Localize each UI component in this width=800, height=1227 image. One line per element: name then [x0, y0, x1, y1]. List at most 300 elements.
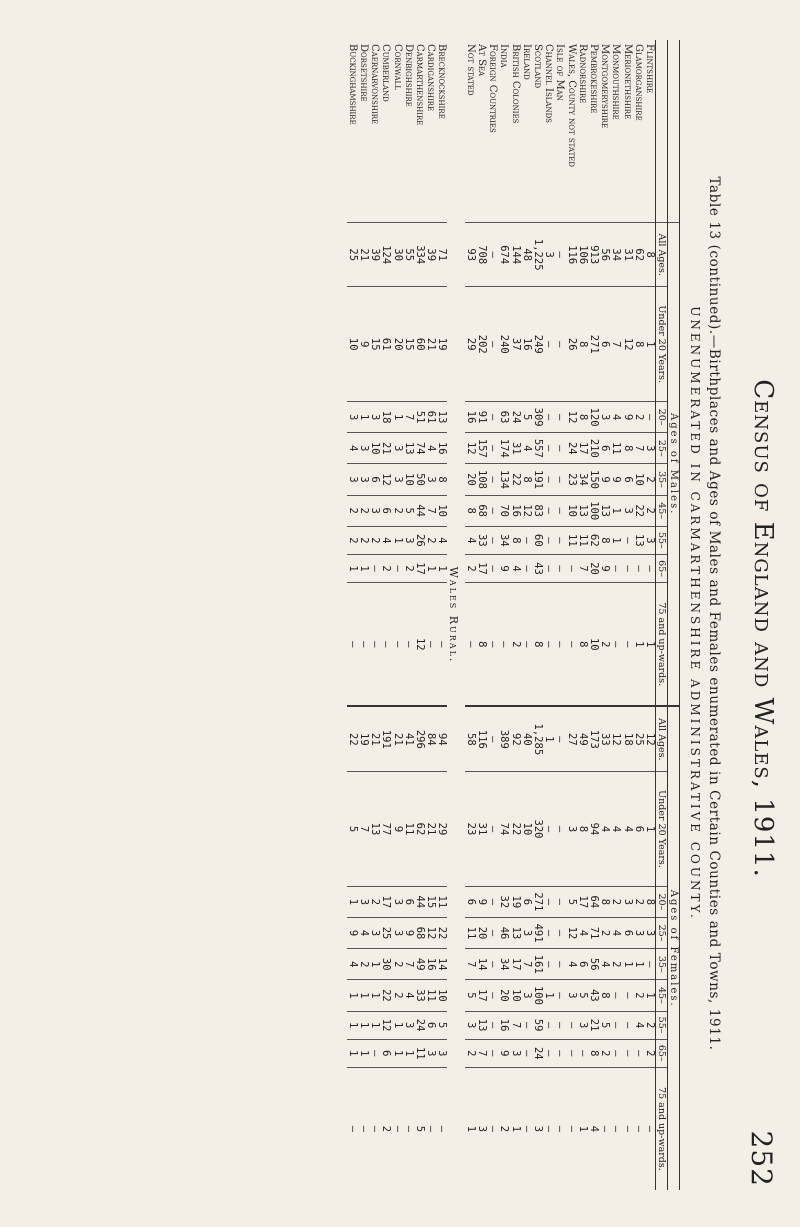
female-count-cell: 59 — [532, 1011, 543, 1039]
male-count-cell: — — [487, 222, 498, 287]
male-count-cell: 15 — [403, 287, 414, 402]
female-count-cell: 1 — [347, 980, 358, 1011]
female-count-cell: 2 — [498, 1067, 509, 1190]
female-count-cell: 64 — [588, 886, 599, 917]
female-count-cell: 49 — [577, 706, 588, 771]
male-count-cell: 62 — [633, 222, 644, 287]
male-count-cell: 29 — [465, 287, 476, 402]
birthplace-name: Not stated — [464, 44, 476, 96]
male-count-cell: 62 — [588, 526, 599, 554]
female-count-cell: — — [610, 980, 621, 1011]
table-row — [436, 40, 447, 1190]
female-count-cell: 3 — [369, 917, 380, 948]
female-count-cell: 4 — [347, 949, 358, 980]
female-count-cell: — — [633, 1067, 644, 1190]
female-count-cell: 3 — [509, 1039, 520, 1067]
female-count-cell: 22 — [436, 917, 447, 948]
female-count-cell: 19 — [358, 706, 369, 771]
females-age-header: 25– — [656, 917, 668, 948]
female-count-cell: — — [521, 1011, 532, 1039]
female-count-cell: 14 — [476, 949, 487, 980]
female-count-cell: 4 — [610, 772, 621, 887]
male-count-cell: 4 — [436, 526, 447, 554]
female-count-cell: — — [543, 917, 554, 948]
female-count-cell: 9 — [403, 917, 414, 948]
female-count-cell: — — [487, 886, 498, 917]
female-count-cell: 9 — [498, 1039, 509, 1067]
male-count-cell: — — [610, 583, 621, 707]
female-count-cell: 191 — [380, 706, 391, 771]
table-row — [358, 40, 369, 1190]
male-count-cell: 10 — [347, 287, 358, 402]
male-count-cell: — — [521, 554, 532, 582]
female-count-cell: 3 — [465, 1011, 476, 1039]
male-count-cell: 4 — [465, 526, 476, 554]
males-age-header: 45– — [656, 495, 668, 526]
female-count-cell: 1 — [369, 1011, 380, 1039]
female-count-cell: 2 — [644, 1039, 656, 1067]
males-age-header: 65– — [656, 554, 668, 582]
male-count-cell: 19 — [436, 287, 447, 402]
male-count-cell: 191 — [532, 464, 543, 495]
male-count-cell: 7 — [425, 495, 436, 526]
female-count-cell: 20 — [498, 980, 509, 1011]
female-count-cell: 31 — [476, 772, 487, 887]
male-count-cell: — — [554, 402, 565, 433]
male-count-cell: 8 — [476, 583, 487, 707]
birthplace-name: Flintshire — [644, 44, 655, 94]
female-count-cell: 58 — [465, 706, 476, 771]
male-count-cell: 7 — [577, 554, 588, 582]
females-age-header: All Ages. — [656, 706, 668, 771]
male-count-cell: 3 — [621, 495, 632, 526]
female-count-cell: 3 — [521, 917, 532, 948]
female-count-cell: — — [565, 1067, 576, 1190]
birthplace-name: Caernarvonshire — [369, 44, 381, 125]
female-count-cell: 71 — [588, 917, 599, 948]
female-count-cell: — — [554, 1039, 565, 1067]
running-title: Census of England and Wales, 1911. — [748, 379, 778, 878]
female-count-cell: 2 — [633, 980, 644, 1011]
female-count-cell: — — [543, 772, 554, 887]
male-count-cell: 70 — [498, 495, 509, 526]
female-count-cell: 22 — [509, 772, 520, 887]
table-row — [509, 40, 520, 1190]
female-count-cell: 13 — [476, 1011, 487, 1039]
female-count-cell: 11 — [403, 772, 414, 887]
male-count-cell: 1 — [610, 526, 621, 554]
male-count-cell: 44 — [414, 495, 425, 526]
table-row — [565, 40, 576, 1190]
male-count-cell: 13 — [633, 526, 644, 554]
female-count-cell: 10 — [509, 980, 520, 1011]
male-count-cell: 4 — [380, 526, 391, 554]
male-count-cell: 6 — [599, 287, 610, 402]
male-count-cell: 26 — [414, 526, 425, 554]
region-row — [447, 40, 458, 1190]
female-count-cell: 21 — [425, 772, 436, 887]
female-count-cell: — — [610, 1039, 621, 1067]
birthplace-name: Dorsetshire — [357, 44, 369, 102]
male-count-cell: — — [436, 583, 447, 707]
male-count-cell: 8 — [465, 495, 476, 526]
female-count-cell: 3 — [391, 886, 402, 917]
female-count-cell: 1 — [347, 1039, 358, 1067]
female-count-cell: 5 — [436, 1011, 447, 1039]
age-header-row — [656, 40, 668, 1190]
female-count-cell: — — [369, 1039, 380, 1067]
female-count-cell: 84 — [425, 706, 436, 771]
male-count-cell: 17 — [414, 554, 425, 582]
male-count-cell: 39 — [425, 222, 436, 287]
female-count-cell: 161 — [532, 949, 543, 980]
females-age-header: 65– — [656, 1039, 668, 1067]
female-count-cell: 12 — [565, 917, 576, 948]
table-row — [532, 40, 543, 1190]
male-count-cell: — — [465, 583, 476, 707]
male-count-cell: 10 — [403, 464, 414, 495]
male-count-cell: — — [543, 495, 554, 526]
male-count-cell: 24 — [509, 402, 520, 433]
females-age-header: 75 and up-wards. — [656, 1067, 668, 1190]
birthplace-name: Montgomeryshire — [599, 44, 611, 129]
male-count-cell: 1 — [358, 554, 369, 582]
male-count-cell: 8 — [532, 583, 543, 707]
birthplace-name: At Sea — [475, 44, 487, 77]
female-count-cell: 11 — [465, 917, 476, 948]
table-row — [621, 40, 632, 1190]
male-count-cell: 2 — [403, 554, 414, 582]
female-count-cell: — — [554, 980, 565, 1011]
female-count-cell: 9 — [347, 917, 358, 948]
male-count-cell: 83 — [532, 495, 543, 526]
male-count-cell: — — [369, 583, 380, 707]
female-count-cell: 9 — [391, 772, 402, 887]
female-count-cell: 22 — [347, 706, 358, 771]
male-count-cell: 61 — [380, 287, 391, 402]
males-age-header: 55– — [656, 526, 668, 554]
female-count-cell: 8 — [588, 1039, 599, 1067]
female-count-cell: 6 — [521, 886, 532, 917]
female-count-cell: 116 — [476, 706, 487, 771]
male-count-cell: 18 — [380, 402, 391, 433]
female-count-cell: 22 — [380, 980, 391, 1011]
male-count-cell: — — [487, 495, 498, 526]
male-count-cell: 10 — [369, 433, 380, 464]
table-row — [487, 40, 498, 1190]
birthplace-name: Cumberland — [380, 44, 392, 102]
female-count-cell: 4 — [599, 772, 610, 887]
female-count-cell: 6 — [380, 1039, 391, 1067]
female-count-cell: 1 — [644, 980, 656, 1011]
female-count-cell: 4 — [621, 772, 632, 887]
male-count-cell: 1 — [610, 495, 621, 526]
female-count-cell: 2 — [369, 886, 380, 917]
table-row — [369, 40, 380, 1190]
male-count-cell: 2 — [644, 464, 656, 495]
female-count-cell: 3 — [403, 1011, 414, 1039]
female-count-cell: 33 — [414, 980, 425, 1011]
female-count-cell: 1 — [358, 1011, 369, 1039]
female-count-cell: 14 — [436, 949, 447, 980]
female-count-cell: 32 — [498, 886, 509, 917]
male-count-cell: 3 — [347, 464, 358, 495]
male-count-cell: 174 — [498, 433, 509, 464]
male-count-cell: 8 — [577, 287, 588, 402]
female-count-cell: 1 — [644, 772, 656, 887]
female-count-cell: 3 — [476, 1067, 487, 1190]
table-row — [577, 40, 588, 1190]
male-count-cell: 3 — [599, 402, 610, 433]
female-count-cell: 43 — [588, 980, 599, 1011]
female-count-cell: 25 — [633, 706, 644, 771]
males-age-header: 35– — [656, 464, 668, 495]
male-count-cell: 1 — [425, 554, 436, 582]
female-count-cell: — — [543, 1011, 554, 1039]
male-count-cell: 22 — [509, 464, 520, 495]
male-count-cell: 5 — [521, 402, 532, 433]
table-row — [465, 40, 476, 1190]
male-count-cell: 10 — [633, 464, 644, 495]
female-count-cell: — — [554, 706, 565, 771]
female-count-cell: 11 — [414, 1039, 425, 1067]
male-count-cell: 2 — [391, 495, 402, 526]
table-row — [476, 40, 487, 1190]
female-count-cell: 94 — [436, 706, 447, 771]
female-count-cell: 1 — [543, 706, 554, 771]
female-count-cell: 100 — [532, 980, 543, 1011]
male-count-cell: 3 — [358, 464, 369, 495]
female-count-cell: 11 — [425, 980, 436, 1011]
male-count-cell: 31 — [509, 433, 520, 464]
male-count-cell: — — [380, 583, 391, 707]
female-count-cell: 7 — [358, 772, 369, 887]
male-count-cell: 3 — [347, 402, 358, 433]
male-count-cell: 43 — [532, 554, 543, 582]
male-count-cell: 8 — [644, 222, 656, 287]
female-count-cell: 21 — [588, 1011, 599, 1039]
female-count-cell: 18 — [621, 706, 632, 771]
male-count-cell: 309 — [532, 402, 543, 433]
male-count-cell: 21 — [358, 222, 369, 287]
female-count-cell: 27 — [565, 706, 576, 771]
birthplace-name: Ireland — [520, 44, 532, 80]
male-count-cell: — — [347, 583, 358, 707]
birthplace-name: Carmarthenshire — [413, 44, 425, 126]
female-count-cell: — — [487, 1039, 498, 1067]
male-count-cell: 63 — [498, 402, 509, 433]
female-count-cell: 15 — [425, 886, 436, 917]
male-count-cell: — — [610, 554, 621, 582]
running-head — [738, 70, 778, 1187]
female-count-cell: — — [369, 1067, 380, 1190]
male-count-cell: — — [554, 287, 565, 402]
female-count-cell: 7 — [509, 1011, 520, 1039]
table-row — [644, 40, 656, 1190]
female-count-cell: 1 — [509, 1067, 520, 1190]
female-count-cell: 3 — [521, 980, 532, 1011]
female-count-cell: 17 — [476, 980, 487, 1011]
female-count-cell: 4 — [588, 1067, 599, 1190]
male-count-cell: 334 — [414, 222, 425, 287]
male-count-cell: 13 — [403, 433, 414, 464]
male-count-cell: 91 — [476, 402, 487, 433]
male-count-cell: — — [554, 222, 565, 287]
table-row — [391, 40, 402, 1190]
female-count-cell: — — [633, 1039, 644, 1067]
male-count-cell: 557 — [532, 433, 543, 464]
female-count-cell: — — [554, 917, 565, 948]
males-age-header: 20– — [656, 402, 668, 433]
female-count-cell: 4 — [577, 917, 588, 948]
female-count-cell: — — [487, 917, 498, 948]
female-count-cell: 7 — [403, 949, 414, 980]
male-count-cell: 3 — [391, 433, 402, 464]
female-count-cell: 24 — [532, 1039, 543, 1067]
birthplace-name: Merionethshire — [621, 44, 633, 120]
female-count-cell: 3 — [565, 772, 576, 887]
male-count-cell: — — [369, 554, 380, 582]
males-age-header: 75 and up-wards. — [656, 583, 668, 707]
male-count-cell: 3 — [543, 222, 554, 287]
female-count-cell: 56 — [588, 949, 599, 980]
female-count-cell: — — [543, 1039, 554, 1067]
female-count-cell: 13 — [369, 772, 380, 887]
female-count-cell: 2 — [465, 1039, 476, 1067]
female-count-cell: — — [554, 1067, 565, 1190]
birthplace-header — [668, 40, 680, 222]
female-count-cell: — — [621, 1039, 632, 1067]
male-count-cell: 10 — [588, 583, 599, 707]
male-count-cell: — — [403, 583, 414, 707]
male-count-cell: 7 — [610, 287, 621, 402]
male-count-cell: 2 — [369, 526, 380, 554]
male-count-cell: 240 — [498, 287, 509, 402]
male-count-cell: 39 — [369, 222, 380, 287]
female-count-cell: 16 — [498, 1011, 509, 1039]
table-row — [403, 40, 414, 1190]
female-count-cell: — — [621, 1067, 632, 1190]
male-count-cell: 56 — [599, 222, 610, 287]
female-count-cell: — — [487, 1011, 498, 1039]
male-count-cell: 1 — [436, 554, 447, 582]
females-age-header: 35– — [656, 949, 668, 980]
census-table — [347, 40, 680, 1190]
female-count-cell: 92 — [509, 706, 520, 771]
male-count-cell: 37 — [509, 287, 520, 402]
female-count-cell: 12 — [380, 1011, 391, 1039]
male-count-cell: — — [487, 433, 498, 464]
male-count-cell: 11 — [610, 433, 621, 464]
female-count-cell: 4 — [358, 917, 369, 948]
female-count-cell: 13 — [509, 917, 520, 948]
male-count-cell: 25 — [347, 222, 358, 287]
female-count-cell: — — [543, 1067, 554, 1190]
male-count-cell: 202 — [476, 287, 487, 402]
female-count-cell: 5 — [465, 980, 476, 1011]
female-count-cell: 21 — [369, 706, 380, 771]
male-count-cell: 157 — [476, 433, 487, 464]
male-count-cell: 6 — [380, 495, 391, 526]
male-count-cell: 3 — [425, 464, 436, 495]
table-row — [414, 40, 425, 1190]
male-count-cell: 1 — [391, 526, 402, 554]
female-count-cell: 34 — [498, 949, 509, 980]
male-count-cell: 68 — [476, 495, 487, 526]
female-count-cell: 271 — [532, 886, 543, 917]
male-count-cell: 51 — [414, 402, 425, 433]
female-count-cell: 12 — [425, 917, 436, 948]
male-count-cell: — — [391, 554, 402, 582]
male-count-cell: 144 — [509, 222, 520, 287]
female-count-cell: — — [487, 949, 498, 980]
male-count-cell: 10 — [565, 495, 576, 526]
male-count-cell: 2 — [358, 526, 369, 554]
male-count-cell: 4 — [425, 433, 436, 464]
female-count-cell: — — [543, 949, 554, 980]
female-count-cell: 1 — [358, 1039, 369, 1067]
female-count-cell: — — [425, 1067, 436, 1190]
table-row — [347, 40, 358, 1190]
male-count-cell: 1,225 — [532, 222, 543, 287]
female-count-cell: 10 — [436, 980, 447, 1011]
female-count-cell: 44 — [414, 886, 425, 917]
male-count-cell: 106 — [577, 222, 588, 287]
female-count-cell: 8 — [644, 886, 656, 917]
male-count-cell: 13 — [599, 495, 610, 526]
male-count-cell: 8 — [436, 464, 447, 495]
female-count-cell: — — [554, 886, 565, 917]
male-count-cell: — — [543, 583, 554, 707]
male-count-cell: — — [425, 583, 436, 707]
female-count-cell: 10 — [521, 772, 532, 887]
male-count-cell: 55 — [403, 222, 414, 287]
birthplace-name: Monmouthshire — [610, 44, 622, 120]
male-count-cell: 16 — [521, 287, 532, 402]
male-count-cell: 1 — [358, 402, 369, 433]
male-count-cell: — — [487, 583, 498, 707]
male-count-cell: 15 — [369, 287, 380, 402]
male-count-cell: 2 — [465, 554, 476, 582]
male-count-cell: 61 — [425, 402, 436, 433]
male-count-cell: 12 — [621, 287, 632, 402]
female-count-cell: 3 — [565, 980, 576, 1011]
male-count-cell: 9 — [358, 287, 369, 402]
male-count-cell: 2 — [358, 495, 369, 526]
female-count-cell: — — [436, 1067, 447, 1190]
female-count-cell: 1 — [369, 980, 380, 1011]
female-count-cell: 4 — [565, 949, 576, 980]
birthplace-name: Cornwall — [391, 44, 403, 90]
table-row — [633, 40, 644, 1190]
female-count-cell: 1,285 — [532, 706, 543, 771]
male-count-cell: 34 — [610, 222, 621, 287]
male-count-cell: — — [554, 554, 565, 582]
female-count-cell: 1 — [621, 949, 632, 980]
male-count-cell: 17 — [577, 433, 588, 464]
female-count-cell: 6 — [425, 1011, 436, 1039]
male-count-cell: — — [543, 287, 554, 402]
male-count-cell: 16 — [465, 402, 476, 433]
male-count-cell: 12 — [414, 583, 425, 707]
male-count-cell: 3 — [644, 526, 656, 554]
birthplace-name: Pembrokeshire — [587, 44, 599, 114]
female-count-cell: 3 — [644, 917, 656, 948]
female-count-cell: 1 — [403, 1039, 414, 1067]
female-count-cell: 8 — [577, 772, 588, 887]
male-count-cell: — — [543, 402, 554, 433]
male-count-cell: 2 — [644, 495, 656, 526]
